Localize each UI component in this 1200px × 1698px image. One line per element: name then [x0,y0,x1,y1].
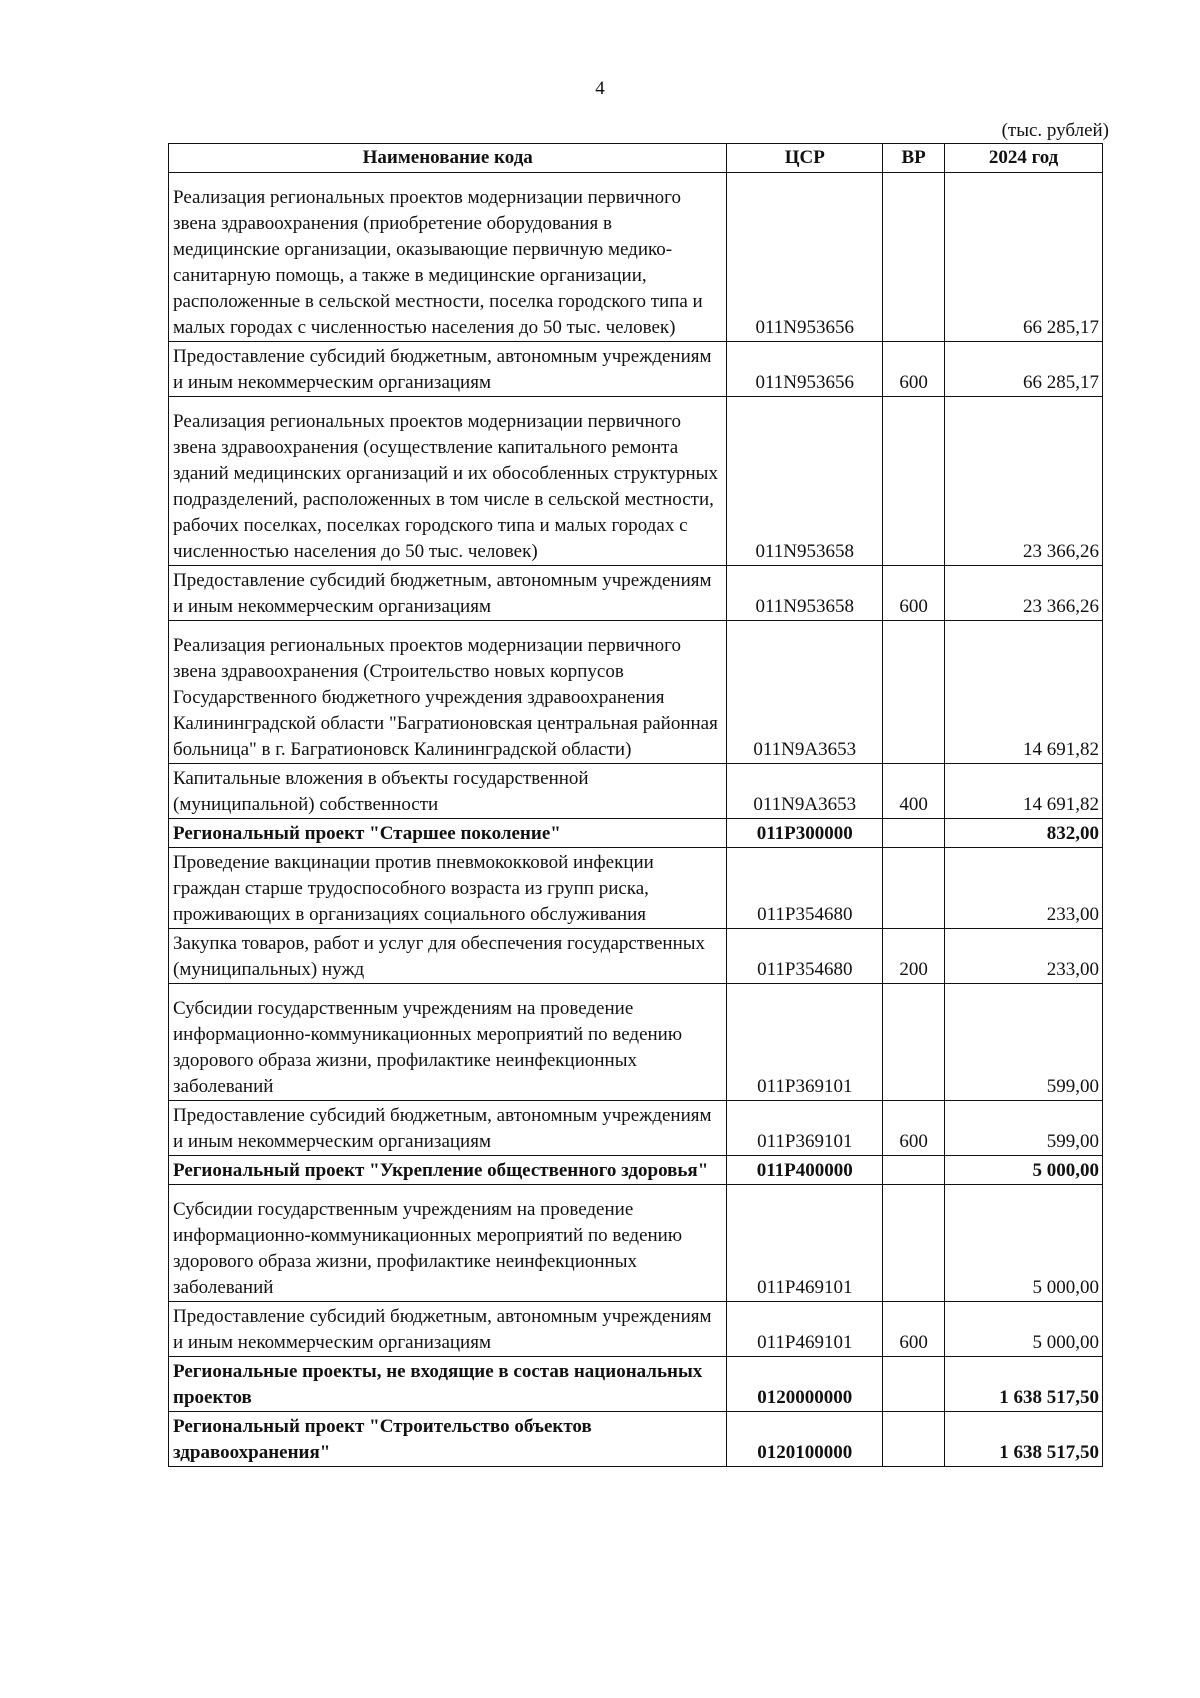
table-row [169,1412,1103,1467]
row-csr: 011P300000 [727,819,883,848]
row-csr: 011N953656 [727,342,883,397]
row-amount: 233,00 [945,929,1103,984]
row-name: Реализация региональных проектов модернизации первичного звена здравоохранения (Строительство новых корпусов Государственного бюджетного учреждения здравоохранения Калининградской области "Багратионовская центральная районная больница" в г. Багратионовск Калининградской области) [169,621,727,764]
table-row [169,1357,1103,1412]
table-row [169,1185,1103,1302]
row-csr: 011P354680 [727,929,883,984]
row-vr [883,848,945,929]
budget-table [168,143,1103,1467]
row-name: Реализация региональных проектов модернизации первичного звена здравоохранения (осуществление капитального ремонта зданий медицинских организаций и их обособленных структурных подразделений, расположенных в том числе в сельской местности, рабочих поселках, поселках городского типа и малых городах с численностью населения до 50 тыс. человек) [169,397,727,566]
table-row [169,621,1103,764]
row-amount: 599,00 [945,984,1103,1101]
row-vr [883,173,945,342]
table-row [169,397,1103,566]
row-csr: 011N953656 [727,173,883,342]
row-csr: 011P469101 [727,1185,883,1302]
row-name: Предоставление субсидий бюджетным, автономным учреждениям и иным некоммерческим организациям [169,566,727,621]
header-vr: ВР [883,144,945,173]
row-vr [883,1156,945,1185]
row-amount: 14 691,82 [945,764,1103,819]
row-amount: 5 000,00 [945,1156,1103,1185]
units-label: (тыс. рублей) [1001,120,1109,141]
row-vr [883,397,945,566]
row-csr: 011P400000 [727,1156,883,1185]
row-vr: 600 [883,342,945,397]
row-csr: 011P369101 [727,984,883,1101]
table-header-row [169,144,1103,173]
row-vr: 600 [883,566,945,621]
row-csr: 011N9A3653 [727,621,883,764]
row-name: Реализация региональных проектов модернизации первичного звена здравоохранения (приобретение оборудования в медицинские организации, оказывающие первичную медико-санитарную помощь, а также в медицинские организации, расположенные в сельской местности, поселка городского типа и малых городах с численностью населения до 50 тыс. человек) [169,173,727,342]
row-name: Субсидии государственным учреждениям на проведение информационно-коммуникационных мероприятий по ведению здорового образа жизни, профилактике неинфекционных заболеваний [169,1185,727,1302]
row-amount: 5 000,00 [945,1302,1103,1357]
row-csr: 011P354680 [727,848,883,929]
table-row [169,764,1103,819]
row-name: Капитальные вложения в объекты государственной (муниципальной) собственности [169,764,727,819]
table-row [169,984,1103,1101]
row-name: Проведение вакцинации против пневмококковой инфекции граждан старше трудоспособного возраста из групп риска, проживающих в организациях социального обслуживания [169,848,727,929]
table-row [169,1156,1103,1185]
row-amount: 1 638 517,50 [945,1357,1103,1412]
row-csr: 011N9A3653 [727,764,883,819]
row-name: Региональный проект "Старшее поколение" [169,819,727,848]
row-amount: 599,00 [945,1101,1103,1156]
row-vr [883,984,945,1101]
table-row [169,929,1103,984]
row-vr: 200 [883,929,945,984]
row-amount: 23 366,26 [945,566,1103,621]
row-amount: 14 691,82 [945,621,1103,764]
table-row [169,848,1103,929]
row-vr [883,1357,945,1412]
table-row [169,1302,1103,1357]
row-name: Региональный проект "Строительство объектов здравоохранения" [169,1412,727,1467]
row-amount: 233,00 [945,848,1103,929]
row-vr [883,819,945,848]
row-amount: 66 285,17 [945,342,1103,397]
row-amount: 5 000,00 [945,1185,1103,1302]
row-csr: 0120100000 [727,1412,883,1467]
header-year: 2024 год [945,144,1103,173]
row-vr: 400 [883,764,945,819]
row-name: Закупка товаров, работ и услуг для обеспечения государственных (муниципальных) нужд [169,929,727,984]
row-csr: 011N953658 [727,397,883,566]
row-csr: 011P469101 [727,1302,883,1357]
table-row [169,342,1103,397]
row-amount: 66 285,17 [945,173,1103,342]
row-name: Субсидии государственным учреждениям на проведение информационно-коммуникационных мероприятий по ведению здорового образа жизни, профилактике неинфекционных заболеваний [169,984,727,1101]
row-vr [883,1412,945,1467]
row-name: Предоставление субсидий бюджетным, автономным учреждениям и иным некоммерческим организациям [169,1101,727,1156]
row-vr [883,621,945,764]
table-row [169,819,1103,848]
table-row [169,566,1103,621]
row-vr: 600 [883,1101,945,1156]
row-vr [883,1185,945,1302]
page-number: 4 [595,78,605,99]
row-vr: 600 [883,1302,945,1357]
row-name: Региональные проекты, не входящие в состав национальных проектов [169,1357,727,1412]
row-amount: 23 366,26 [945,397,1103,566]
table-row [169,1101,1103,1156]
row-csr: 011P369101 [727,1101,883,1156]
row-amount: 832,00 [945,819,1103,848]
table-row [169,173,1103,342]
row-amount: 1 638 517,50 [945,1412,1103,1467]
row-name: Предоставление субсидий бюджетным, автономным учреждениям и иным некоммерческим организациям [169,342,727,397]
row-name: Предоставление субсидий бюджетным, автономным учреждениям и иным некоммерческим организациям [169,1302,727,1357]
header-csr: ЦСР [727,144,883,173]
row-csr: 011N953658 [727,566,883,621]
header-name: Наименование кода [169,144,727,173]
row-csr: 0120000000 [727,1357,883,1412]
row-name: Региональный проект "Укрепление общественного здоровья" [169,1156,727,1185]
